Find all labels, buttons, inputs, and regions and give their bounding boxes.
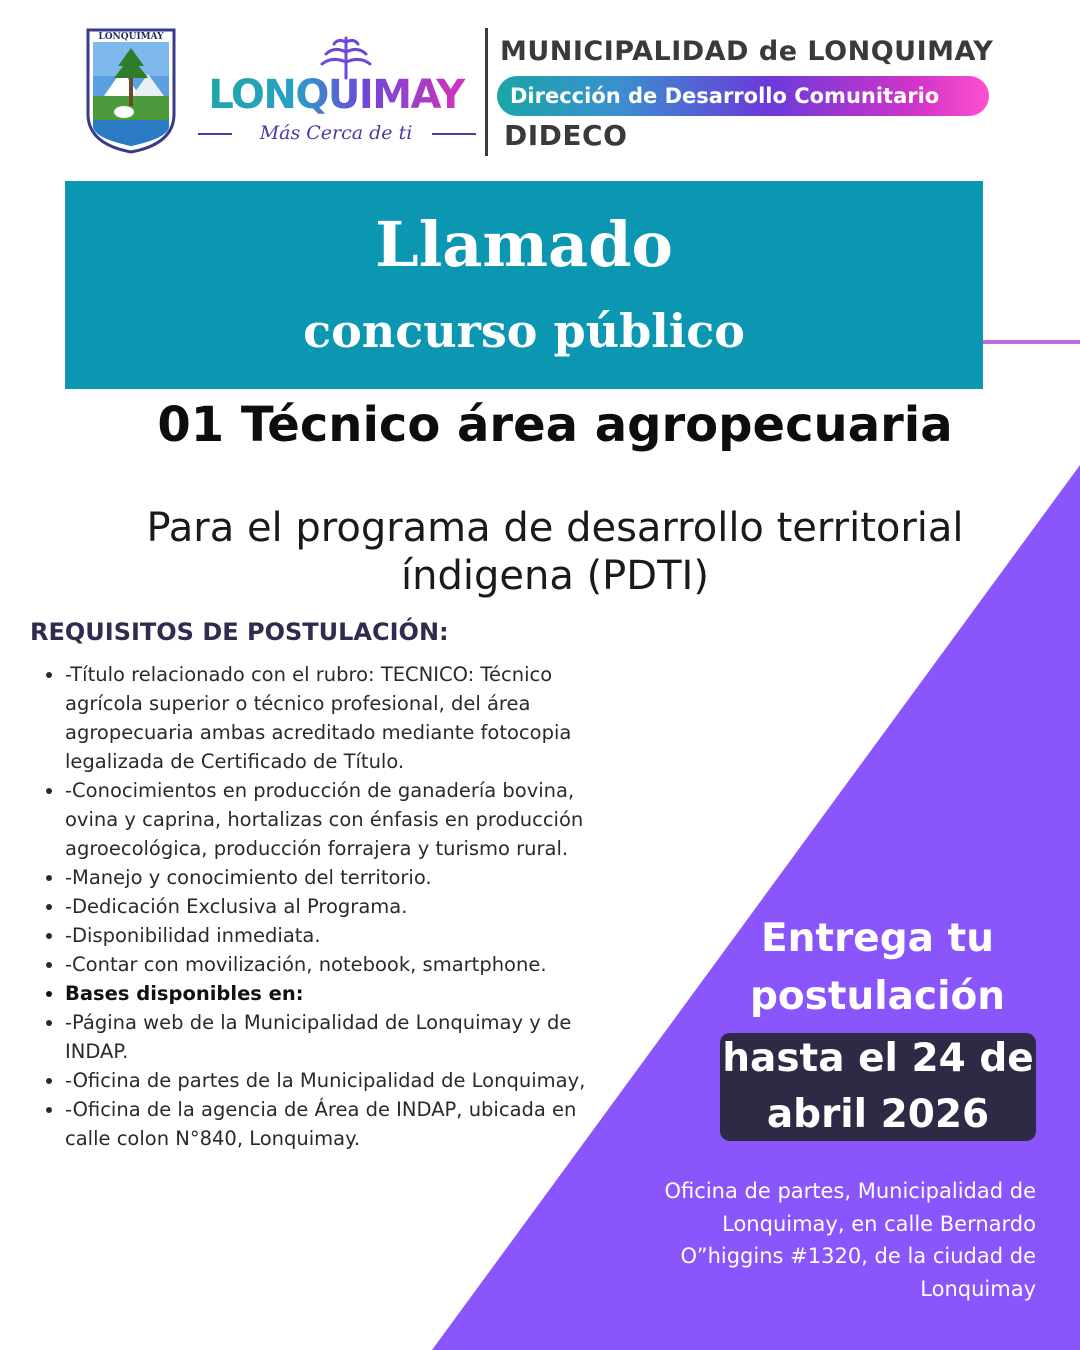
header-divider xyxy=(485,28,488,156)
deadline-line-2: abril 2026 xyxy=(766,1092,990,1137)
list-item: • -Disponibilidad inmediata. xyxy=(65,921,625,950)
crest-label: LONQUIMAY xyxy=(98,32,164,42)
department-label: DIDECO xyxy=(504,119,628,152)
program-line-2: índigena (PDTI) xyxy=(401,553,709,599)
list-item: • -Oficina de partes de la Municipalidad de Lonquimay, xyxy=(65,1066,625,1095)
delivery-line-2: postulación xyxy=(749,974,1006,1019)
list-item-bases-heading: • Bases disponibles en: xyxy=(65,979,625,1008)
delivery-callout xyxy=(700,910,1055,1026)
direction-label: Dirección de Desarrollo Comunitario xyxy=(510,84,940,108)
office-line-2: Lonquimay, en calle Bernardo xyxy=(722,1211,1036,1236)
list-item: • -Página web de la Municipalidad de Lonquimay y de INDAP. xyxy=(65,1008,625,1066)
office-line-3: O”higgins #1320, de la ciudad de xyxy=(680,1244,1036,1268)
office-line-4: Lonquimay xyxy=(920,1276,1036,1301)
municipal-crest-logo xyxy=(84,26,178,154)
municipality-name: MUNICIPALIDAD de LONQUIMAY xyxy=(500,36,994,67)
brand-tagline: Más Cerca de ti xyxy=(259,122,413,144)
list-item: • -Conocimientos en producción de ganadería bovina, ovina y caprina, hortalizas con énfasis en producción agroecológica, producción forrajera y turismo rural. xyxy=(65,776,625,863)
list-item: • -Oficina de la agencia de Área de INDAP, ubicada en calle colon N°840, Lonquimay. xyxy=(65,1095,625,1153)
requirements-list xyxy=(30,660,625,1153)
list-item: • -Dedicación Exclusiva al Programa. xyxy=(65,892,625,921)
banner-subtitle: concurso público xyxy=(303,304,745,358)
banner-title: Llamado xyxy=(375,208,673,281)
office-line-1: Oficina de partes, Municipalidad de xyxy=(664,1179,1036,1203)
program-line-1: Para el programa de desarrollo territorial xyxy=(146,505,964,551)
list-item: • -Título relacionado con el rubro: TECNICO: Técnico agrícola superior o técnico profesional, del área agropecuaria ambas acreditado mediante fotocopia legalizada de Certificado de Título. xyxy=(65,660,625,776)
list-item: • -Contar con movilización, notebook, smartphone. xyxy=(65,950,625,979)
deadline-text xyxy=(720,1031,1036,1143)
program-description xyxy=(40,504,1070,600)
deadline-line-1: hasta el 24 de xyxy=(722,1036,1034,1081)
delivery-line-1: Entrega tu xyxy=(761,916,994,961)
list-item: • -Manejo y conocimiento del territorio. xyxy=(65,863,625,892)
requirements-heading: REQUISITOS DE POSTULACIÓN: xyxy=(30,618,449,646)
brand-name: LONQUIMAY xyxy=(200,70,472,120)
accent-line xyxy=(983,340,1080,344)
office-address xyxy=(560,1175,1036,1305)
position-title: 01 Técnico área agropecuaria xyxy=(157,397,953,453)
